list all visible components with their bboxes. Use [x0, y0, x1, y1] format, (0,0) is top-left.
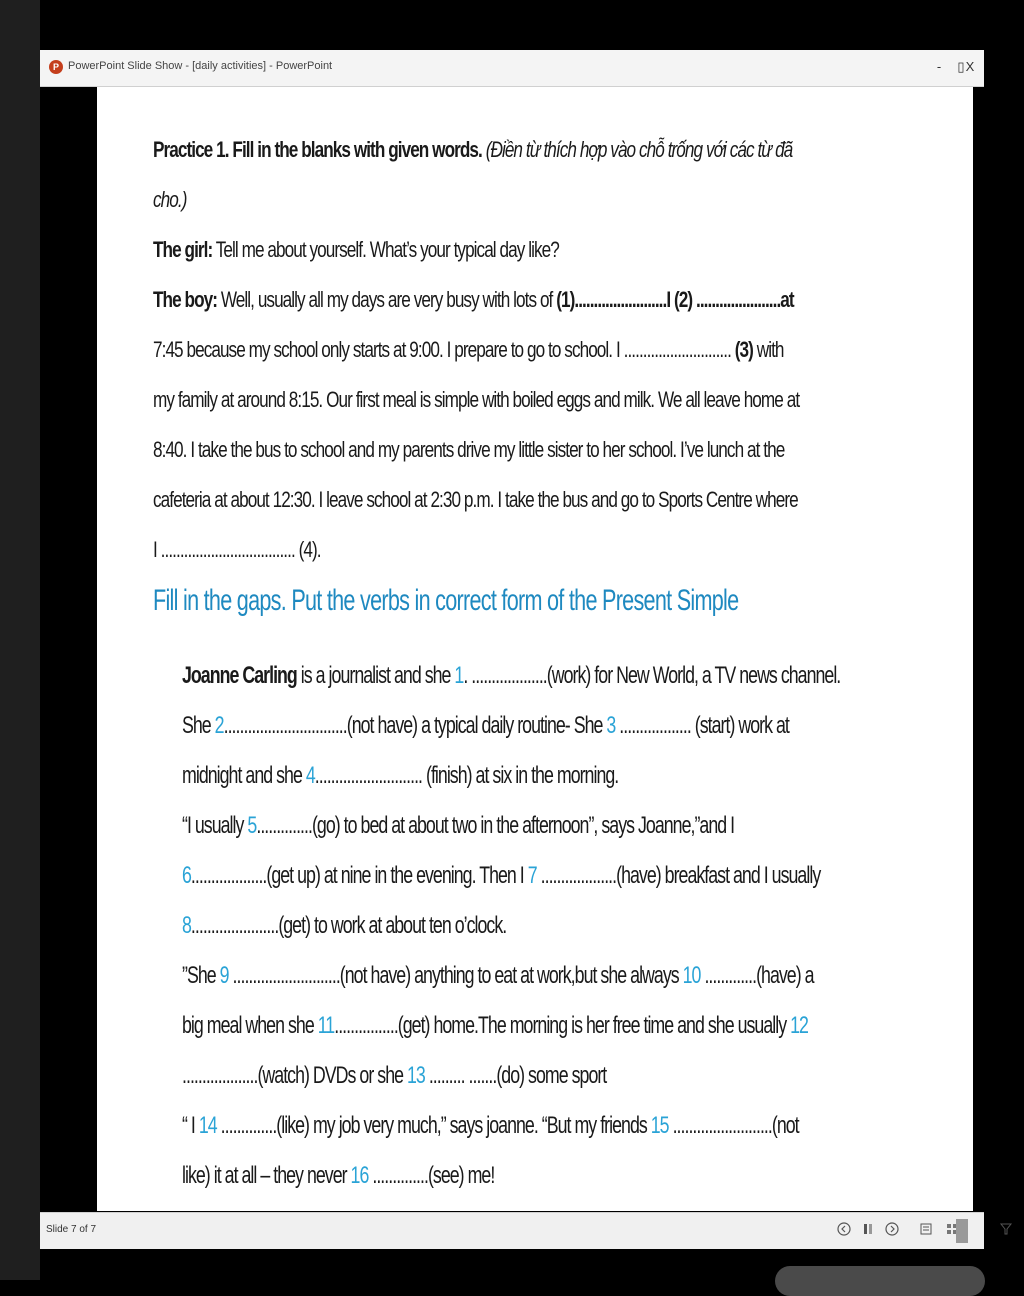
line-9-text: ...................(watch) DVDs or she	[182, 1062, 408, 1089]
practice1-heading-line2	[153, 187, 186, 213]
window-title: PowerPoint Slide Show - [daily activities] - PowerPoint	[68, 60, 333, 72]
line-8-text: big meal when she	[182, 1012, 318, 1039]
boy-line-1	[153, 287, 794, 313]
line-10-mid: ..............(like) my job very much,” says joanne. “But my friends	[216, 1112, 651, 1139]
desktop-left-strip	[0, 0, 40, 1280]
line-7-text: ”She	[182, 962, 220, 989]
line-2-end: .................. (start) work at	[615, 712, 789, 739]
gap-number-5: 5	[247, 812, 257, 839]
zoom-slider-handle[interactable]	[956, 1219, 968, 1243]
slide-7[interactable]	[97, 87, 973, 1211]
line-5-rest: ...................(have) breakfast and I usually	[536, 862, 821, 889]
exercise2-heading: Fill in the gaps. Put the verbs in correct form of the Present Simple	[153, 584, 739, 617]
line-3-rest: ........................... (finish) at six in the morning.	[314, 762, 619, 789]
slide-counter: Slide 7 of 7	[46, 1224, 97, 1235]
exercise-line-10	[182, 1112, 799, 1140]
gap-number-8: 8	[182, 912, 191, 939]
exercise-line-11	[182, 1162, 494, 1190]
boy-line-4: 8:40. I take the bus to school and my parents drive my little sister to her school. I’ve lunch at the	[153, 437, 785, 462]
line-10-text: “ I	[182, 1112, 199, 1139]
girl-text: Tell me about yourself. What’s your typical day like?	[212, 237, 559, 262]
gap-number-6: 6	[182, 862, 191, 889]
gap-number-4: 4	[305, 762, 315, 789]
reading-view-icon[interactable]	[918, 1222, 934, 1238]
gap-number-15: 15	[650, 1112, 669, 1139]
gap-number-3: 3	[606, 712, 616, 739]
exercise-line-7	[182, 962, 814, 990]
practice1-heading-translation-end: cho.)	[153, 187, 187, 212]
line-7-end: .............(have) a	[700, 962, 814, 989]
girl-label: The girl:	[153, 237, 213, 262]
boy-line-5: cafeteria at about 12:30. I leave school at 2:30 p.m. I take the bus and go to Sports Centre where	[153, 487, 798, 512]
gap-number-2: 2	[214, 712, 224, 739]
gap-number-11: 11	[317, 1012, 335, 1039]
status-bar	[40, 1212, 984, 1249]
exercise-line-9	[182, 1062, 606, 1090]
line-5-text: ...................(get up) at nine in the evening. Then I	[190, 862, 528, 889]
powerpoint-window	[40, 50, 984, 1248]
boy-text-start: Well, usually all my days are very busy with lots of	[217, 287, 557, 312]
blank-3: (3)	[734, 337, 753, 362]
blanks-1-2: (1)........................I (2) ......................at	[556, 287, 794, 312]
line-3-text: midnight and she	[182, 762, 306, 789]
line-10-end: .........................(not	[668, 1112, 799, 1139]
previous-slide-icon[interactable]	[836, 1222, 852, 1238]
filter-icon[interactable]	[998, 1222, 1014, 1238]
line-1-rest: . ...................(work) for New World, a TV news channel.	[463, 662, 841, 689]
line-11-text: like) it at all – they never	[182, 1162, 351, 1189]
line-9-rest: ......... .......(do) some sport	[424, 1062, 607, 1089]
practice1-heading-translation: (Điền từ thích hợp vào chỗ trống với các từ đã	[481, 137, 793, 162]
joanne-name: Joanne Carling	[182, 662, 297, 689]
restore-button[interactable]: ▯	[957, 59, 965, 74]
line-7-mid: ...........................(not have) anything to eat at work,but she always	[228, 962, 683, 989]
exercise-line-3	[182, 762, 618, 790]
line-6-text: ......................(get) to work at about ten o’clock.	[190, 912, 507, 939]
taskbar-pill	[775, 1266, 985, 1296]
exercise-line-1	[182, 662, 840, 690]
line-4-text: “I usually	[182, 812, 248, 839]
exercise-line-5	[182, 862, 820, 890]
boy-label: The boy:	[153, 287, 218, 312]
boy-line-2-end: with	[752, 337, 784, 362]
exercise-line-8	[182, 1012, 808, 1040]
line-4-rest: ..............(go) to bed at about two in the afternoon”, says Joanne,”and I	[256, 812, 735, 839]
boy-line-2	[153, 337, 784, 363]
exercise-line-4	[182, 812, 734, 840]
gap-number-16: 16	[350, 1162, 369, 1189]
powerpoint-app-icon: P	[49, 60, 63, 74]
line-2-text: She	[182, 712, 215, 739]
practice1-heading	[153, 137, 792, 163]
line-11-rest: ..............(see) me!	[368, 1162, 495, 1189]
next-slide-icon[interactable]	[884, 1222, 900, 1238]
exercise-line-2	[182, 712, 789, 740]
line-8-mid: ................(get) home.The morning is her free time and she usually	[334, 1012, 791, 1039]
line-1-text: is a journalist and she	[296, 662, 455, 689]
gap-number-7: 7	[527, 862, 537, 889]
line-2-mid: ...............................(not have) a typical daily routine- She	[223, 712, 607, 739]
title-bar	[40, 50, 984, 87]
practice1-heading-bold: Practice 1. Fill in the blanks with given words.	[153, 137, 482, 162]
gap-number-12: 12	[790, 1012, 808, 1039]
boy-line-6: I ................................... (4).	[153, 537, 321, 562]
pause-icon[interactable]	[860, 1222, 876, 1238]
gap-number-13: 13	[407, 1062, 425, 1089]
minimize-button[interactable]: -	[936, 59, 942, 74]
boy-line-2-text: 7:45 because my school only starts at 9:00. I prepare to go to school. I ............................	[153, 337, 735, 362]
close-button[interactable]: X	[965, 59, 975, 74]
gap-number-9: 9	[219, 962, 229, 989]
gap-number-10: 10	[682, 962, 701, 989]
gap-number-14: 14	[198, 1112, 217, 1139]
gap-number-1: 1	[454, 662, 464, 689]
exercise-line-6	[182, 912, 506, 940]
girl-line	[153, 237, 559, 263]
slide-show-area	[40, 87, 984, 1211]
boy-line-3: my family at around 8:15. Our first meal is simple with boiled eggs and milk. We all leave home at	[153, 387, 800, 412]
